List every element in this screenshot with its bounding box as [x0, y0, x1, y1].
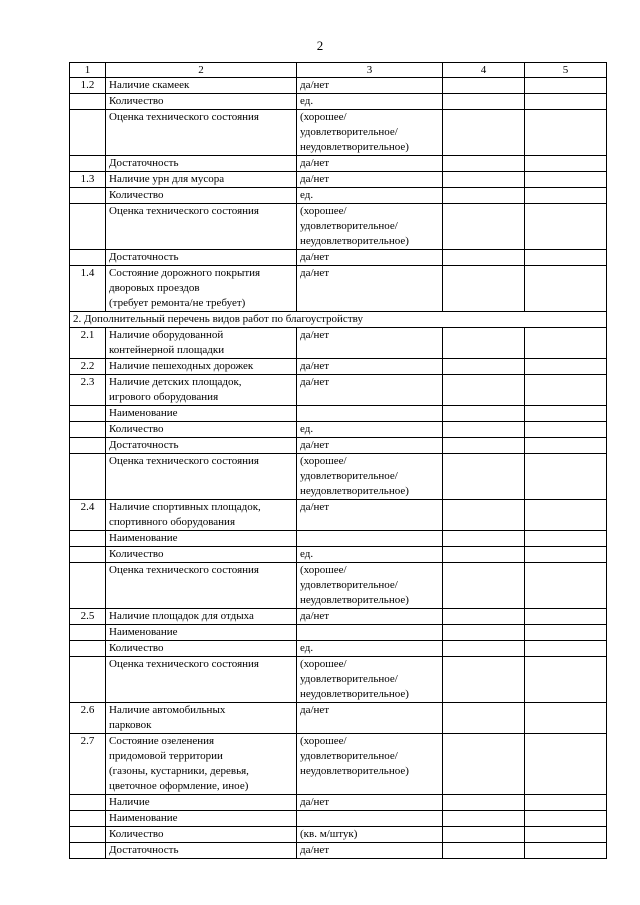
row-number-cell: [70, 827, 106, 843]
value-type-line: (кв. м/штук): [300, 828, 358, 840]
table-row: [70, 500, 607, 531]
value-type-line: да/нет: [300, 329, 330, 341]
table-row: [70, 156, 607, 172]
indicator-name-line: Наименование: [109, 812, 178, 824]
indicator-name-cell: [106, 454, 297, 500]
column-5-cell: [525, 843, 607, 859]
row-number-cell: [70, 657, 106, 703]
value-type-line: ед.: [300, 95, 314, 107]
table-row: [70, 609, 607, 625]
value-type-cell: [297, 422, 443, 438]
indicator-name-cell: [106, 266, 297, 312]
row-number-cell: [70, 843, 106, 859]
column-4-cell: [443, 78, 525, 94]
column-5-cell: [525, 500, 607, 531]
value-type-line: неудовлетворительное): [300, 688, 409, 700]
value-type-line: да/нет: [300, 844, 330, 856]
indicator-name-cell: [106, 250, 297, 266]
column-5-cell: [525, 359, 607, 375]
column-5-cell: [525, 641, 607, 657]
table-row: [70, 454, 607, 500]
table-row: [70, 563, 607, 609]
indicator-name-line: Оценка технического состояния: [109, 455, 259, 467]
column-5-cell: [525, 156, 607, 172]
column-4-cell: [443, 328, 525, 359]
indicator-name-line: Достаточность: [109, 157, 179, 169]
table-row: [70, 250, 607, 266]
indicator-name-line: Состояние дорожного покрытия: [109, 267, 261, 279]
column-4-cell: [443, 625, 525, 641]
value-type-line: да/нет: [300, 173, 330, 185]
value-type-cell: [297, 843, 443, 859]
value-type-line: ед.: [300, 642, 314, 654]
survey-table: [69, 62, 607, 859]
table-row: [70, 359, 607, 375]
indicator-name-line: Оценка технического состояния: [109, 564, 259, 576]
value-type-line: да/нет: [300, 267, 330, 279]
row-number-cell: 1.2: [70, 78, 106, 94]
value-type-line: да/нет: [300, 501, 330, 513]
value-type-line: да/нет: [300, 610, 330, 622]
indicator-name-cell: [106, 500, 297, 531]
value-type-line: (хорошее/: [300, 735, 347, 747]
table-row: [70, 188, 607, 204]
value-type-cell: [297, 375, 443, 406]
indicator-name-line: Оценка технического состояния: [109, 111, 259, 123]
column-5-cell: [525, 266, 607, 312]
indicator-name-line: парковок: [109, 719, 152, 731]
row-number-cell: [70, 641, 106, 657]
indicator-name-line: цветочное оформление, иное): [109, 780, 249, 792]
indicator-name-cell: [106, 359, 297, 375]
column-4-cell: [443, 547, 525, 563]
value-type-cell: [297, 188, 443, 204]
column-4-cell: [443, 657, 525, 703]
value-type-line: [300, 625, 439, 640]
column-4-cell: [443, 110, 525, 156]
value-type-line: да/нет: [300, 439, 330, 451]
column-5-cell: [525, 563, 607, 609]
column-4-cell: [443, 795, 525, 811]
section-row: [70, 312, 607, 328]
table-row: [70, 703, 607, 734]
value-type-line: неудовлетворительное): [300, 235, 409, 247]
column-5-cell: [525, 375, 607, 406]
value-type-line: да/нет: [300, 360, 330, 372]
indicator-name-cell: [106, 156, 297, 172]
column-4-cell: [443, 406, 525, 422]
table-row: [70, 172, 607, 188]
table-row: [70, 625, 607, 641]
column-4-cell: [443, 531, 525, 547]
table-row: [70, 266, 607, 312]
column-4-cell: [443, 811, 525, 827]
indicator-name-cell: [106, 531, 297, 547]
row-number-cell: 1.3: [70, 172, 106, 188]
column-5-cell: [525, 609, 607, 625]
indicator-name-line: Наличие скамеек: [109, 79, 190, 91]
value-type-cell: [297, 328, 443, 359]
row-number-cell: 2.6: [70, 703, 106, 734]
indicator-name-cell: [106, 734, 297, 795]
column-4-cell: [443, 156, 525, 172]
value-type-line: (хорошее/: [300, 455, 347, 467]
column-4-cell: [443, 359, 525, 375]
value-type-line: да/нет: [300, 79, 330, 91]
row-number-cell: [70, 547, 106, 563]
table-row: [70, 78, 607, 94]
value-type-line: (хорошее/: [300, 205, 347, 217]
value-type-cell: [297, 500, 443, 531]
value-type-line: неудовлетворительное): [300, 765, 409, 777]
indicator-name-cell: [106, 641, 297, 657]
indicator-name-cell: [106, 110, 297, 156]
row-number-cell: 1.4: [70, 266, 106, 312]
row-number-cell: [70, 406, 106, 422]
value-type-line: удовлетворительное/: [300, 220, 398, 232]
column-5-cell: [525, 110, 607, 156]
column-4-cell: [443, 94, 525, 110]
column-4-cell: [443, 827, 525, 843]
column-4-cell: [443, 563, 525, 609]
indicator-name-cell: [106, 438, 297, 454]
column-5-cell: [525, 406, 607, 422]
row-number-cell: [70, 531, 106, 547]
row-number-cell: [70, 811, 106, 827]
header-cell-5: 5: [525, 63, 607, 78]
value-type-cell: [297, 156, 443, 172]
table-row: [70, 94, 607, 110]
value-type-line: неудовлетворительное): [300, 141, 409, 153]
value-type-cell: [297, 78, 443, 94]
indicator-name-cell: [106, 78, 297, 94]
column-5-cell: [525, 547, 607, 563]
column-4-cell: [443, 843, 525, 859]
indicator-name-line: Наличие спортивных площадок,: [109, 501, 261, 513]
column-5-cell: [525, 811, 607, 827]
section-title: 2. Дополнительный перечень видов работ по благоустройству: [70, 312, 607, 328]
value-type-cell: [297, 250, 443, 266]
value-type-cell: [297, 609, 443, 625]
column-5-cell: [525, 172, 607, 188]
value-type-cell: [297, 94, 443, 110]
row-number-cell: [70, 156, 106, 172]
column-5-cell: [525, 204, 607, 250]
value-type-cell: [297, 703, 443, 734]
column-4-cell: [443, 438, 525, 454]
row-number-cell: 2.7: [70, 734, 106, 795]
table-row: [70, 422, 607, 438]
indicator-name-line: Количество: [109, 423, 164, 435]
column-4-cell: [443, 500, 525, 531]
column-5-cell: [525, 827, 607, 843]
column-5-cell: [525, 795, 607, 811]
value-type-cell: [297, 406, 443, 422]
row-number-cell: [70, 204, 106, 250]
indicator-name-cell: [106, 422, 297, 438]
page-number: 2: [316, 38, 324, 53]
row-number-cell: [70, 422, 106, 438]
value-type-line: удовлетворительное/: [300, 470, 398, 482]
row-number-cell: [70, 454, 106, 500]
indicator-name-cell: [106, 703, 297, 734]
table-body: [70, 63, 607, 859]
column-4-cell: [443, 609, 525, 625]
value-type-line: да/нет: [300, 796, 330, 808]
indicator-name-cell: [106, 811, 297, 827]
row-number-cell: [70, 563, 106, 609]
value-type-line: [300, 406, 439, 421]
row-number-cell: [70, 250, 106, 266]
indicator-name-line: (требует ремонта/не требует): [109, 297, 246, 309]
indicator-name-line: Наименование: [109, 407, 178, 419]
table-row: [70, 734, 607, 795]
column-4-cell: [443, 188, 525, 204]
column-5-cell: [525, 703, 607, 734]
column-4-cell: [443, 422, 525, 438]
indicator-name-line: Количество: [109, 642, 164, 654]
table-row: [70, 204, 607, 250]
table-row: [70, 795, 607, 811]
value-type-line: удовлетворительное/: [300, 673, 398, 685]
indicator-name-cell: [106, 375, 297, 406]
indicator-name-cell: [106, 625, 297, 641]
table-row: [70, 531, 607, 547]
value-type-line: (хорошее/: [300, 111, 347, 123]
value-type-line: неудовлетворительное): [300, 594, 409, 606]
table-row: [70, 843, 607, 859]
value-type-cell: [297, 625, 443, 641]
indicator-name-cell: [106, 609, 297, 625]
indicator-name-cell: [106, 795, 297, 811]
column-4-cell: [443, 375, 525, 406]
header-row: [70, 63, 607, 78]
indicator-name-cell: [106, 188, 297, 204]
indicator-name-line: Количество: [109, 828, 164, 840]
value-type-line: ед.: [300, 548, 314, 560]
indicator-name-cell: [106, 563, 297, 609]
value-type-line: да/нет: [300, 376, 330, 388]
value-type-cell: [297, 110, 443, 156]
column-5-cell: [525, 250, 607, 266]
header-cell-4: 4: [443, 63, 525, 78]
value-type-line: удовлетворительное/: [300, 579, 398, 591]
value-type-cell: [297, 641, 443, 657]
indicator-name-line: Наличие пешеходных дорожек: [109, 360, 254, 372]
column-5-cell: [525, 438, 607, 454]
row-number-cell: 2.5: [70, 609, 106, 625]
indicator-name-line: спортивного оборудования: [109, 516, 236, 528]
indicator-name-line: Оценка технического состояния: [109, 205, 259, 217]
column-5-cell: [525, 657, 607, 703]
value-type-cell: [297, 454, 443, 500]
column-4-cell: [443, 734, 525, 795]
value-type-line: [300, 531, 439, 546]
value-type-cell: [297, 734, 443, 795]
column-4-cell: [443, 250, 525, 266]
value-type-line: да/нет: [300, 704, 330, 716]
indicator-name-cell: [106, 843, 297, 859]
indicator-name-line: Наличие детских площадок,: [109, 376, 242, 388]
indicator-name-line: дворовых проездов: [109, 282, 200, 294]
value-type-line: удовлетворительное/: [300, 126, 398, 138]
value-type-line: удовлетворительное/: [300, 750, 398, 762]
value-type-cell: [297, 438, 443, 454]
row-number-cell: [70, 625, 106, 641]
indicator-name-line: контейнерной площадки: [109, 344, 225, 356]
indicator-name-line: Наличие автомобильных: [109, 704, 226, 716]
table-row: [70, 657, 607, 703]
indicator-name-line: Наименование: [109, 626, 178, 638]
value-type-line: (хорошее/: [300, 658, 347, 670]
indicator-name-cell: [106, 94, 297, 110]
value-type-line: ед.: [300, 423, 314, 435]
row-number-cell: [70, 188, 106, 204]
table-row: [70, 547, 607, 563]
value-type-line: да/нет: [300, 157, 330, 169]
indicator-name-line: Наличие площадок для отдыха: [109, 610, 254, 622]
value-type-line: [300, 811, 439, 826]
indicator-name-line: игрового оборудования: [109, 391, 219, 403]
row-number-cell: [70, 94, 106, 110]
indicator-name-cell: [106, 328, 297, 359]
column-5-cell: [525, 94, 607, 110]
indicator-name-line: Достаточность: [109, 251, 179, 263]
value-type-cell: [297, 795, 443, 811]
column-5-cell: [525, 422, 607, 438]
row-number-cell: [70, 795, 106, 811]
row-number-cell: 2.4: [70, 500, 106, 531]
value-type-cell: [297, 172, 443, 188]
indicator-name-line: Наличие: [109, 796, 150, 808]
value-type-line: неудовлетворительное): [300, 485, 409, 497]
column-4-cell: [443, 204, 525, 250]
value-type-cell: [297, 531, 443, 547]
column-4-cell: [443, 641, 525, 657]
indicator-name-line: (газоны, кустарники, деревья,: [109, 765, 249, 777]
value-type-cell: [297, 827, 443, 843]
row-number-cell: 2.1: [70, 328, 106, 359]
table-row: [70, 811, 607, 827]
value-type-cell: [297, 547, 443, 563]
indicator-name-cell: [106, 827, 297, 843]
table-row: [70, 110, 607, 156]
column-5-cell: [525, 531, 607, 547]
column-5-cell: [525, 454, 607, 500]
column-5-cell: [525, 328, 607, 359]
indicator-name-line: Наличие оборудованной: [109, 329, 224, 341]
indicator-name-line: Оценка технического состояния: [109, 658, 259, 670]
row-number-cell: 2.3: [70, 375, 106, 406]
indicator-name-cell: [106, 406, 297, 422]
value-type-cell: [297, 657, 443, 703]
indicator-name-line: придомовой территории: [109, 750, 223, 762]
table-row: [70, 406, 607, 422]
value-type-cell: [297, 266, 443, 312]
row-number-cell: [70, 438, 106, 454]
table-row: [70, 375, 607, 406]
indicator-name-line: Достаточность: [109, 439, 179, 451]
indicator-name-line: Количество: [109, 548, 164, 560]
value-type-line: ед.: [300, 189, 314, 201]
value-type-cell: [297, 204, 443, 250]
header-cell-2: 2: [106, 63, 297, 78]
table-row: [70, 641, 607, 657]
indicator-name-line: Достаточность: [109, 844, 179, 856]
row-number-cell: [70, 110, 106, 156]
column-5-cell: [525, 625, 607, 641]
table-row: [70, 827, 607, 843]
column-4-cell: [443, 266, 525, 312]
column-5-cell: [525, 78, 607, 94]
indicator-name-line: Количество: [109, 95, 164, 107]
column-4-cell: [443, 703, 525, 734]
table-row: [70, 328, 607, 359]
column-4-cell: [443, 454, 525, 500]
column-5-cell: [525, 734, 607, 795]
value-type-cell: [297, 563, 443, 609]
indicator-name-cell: [106, 204, 297, 250]
table-row: [70, 438, 607, 454]
indicator-name-line: Состояние озеленения: [109, 735, 215, 747]
header-cell-1: 1: [70, 63, 106, 78]
indicator-name-line: Наличие урн для мусора: [109, 173, 225, 185]
row-number-cell: 2.2: [70, 359, 106, 375]
header-cell-3: 3: [297, 63, 443, 78]
indicator-name-cell: [106, 657, 297, 703]
column-4-cell: [443, 172, 525, 188]
value-type-line: да/нет: [300, 251, 330, 263]
indicator-name-line: Количество: [109, 189, 164, 201]
value-type-cell: [297, 359, 443, 375]
indicator-name-cell: [106, 172, 297, 188]
value-type-line: (хорошее/: [300, 564, 347, 576]
indicator-name-line: Наименование: [109, 532, 178, 544]
indicator-name-cell: [106, 547, 297, 563]
value-type-cell: [297, 811, 443, 827]
column-5-cell: [525, 188, 607, 204]
